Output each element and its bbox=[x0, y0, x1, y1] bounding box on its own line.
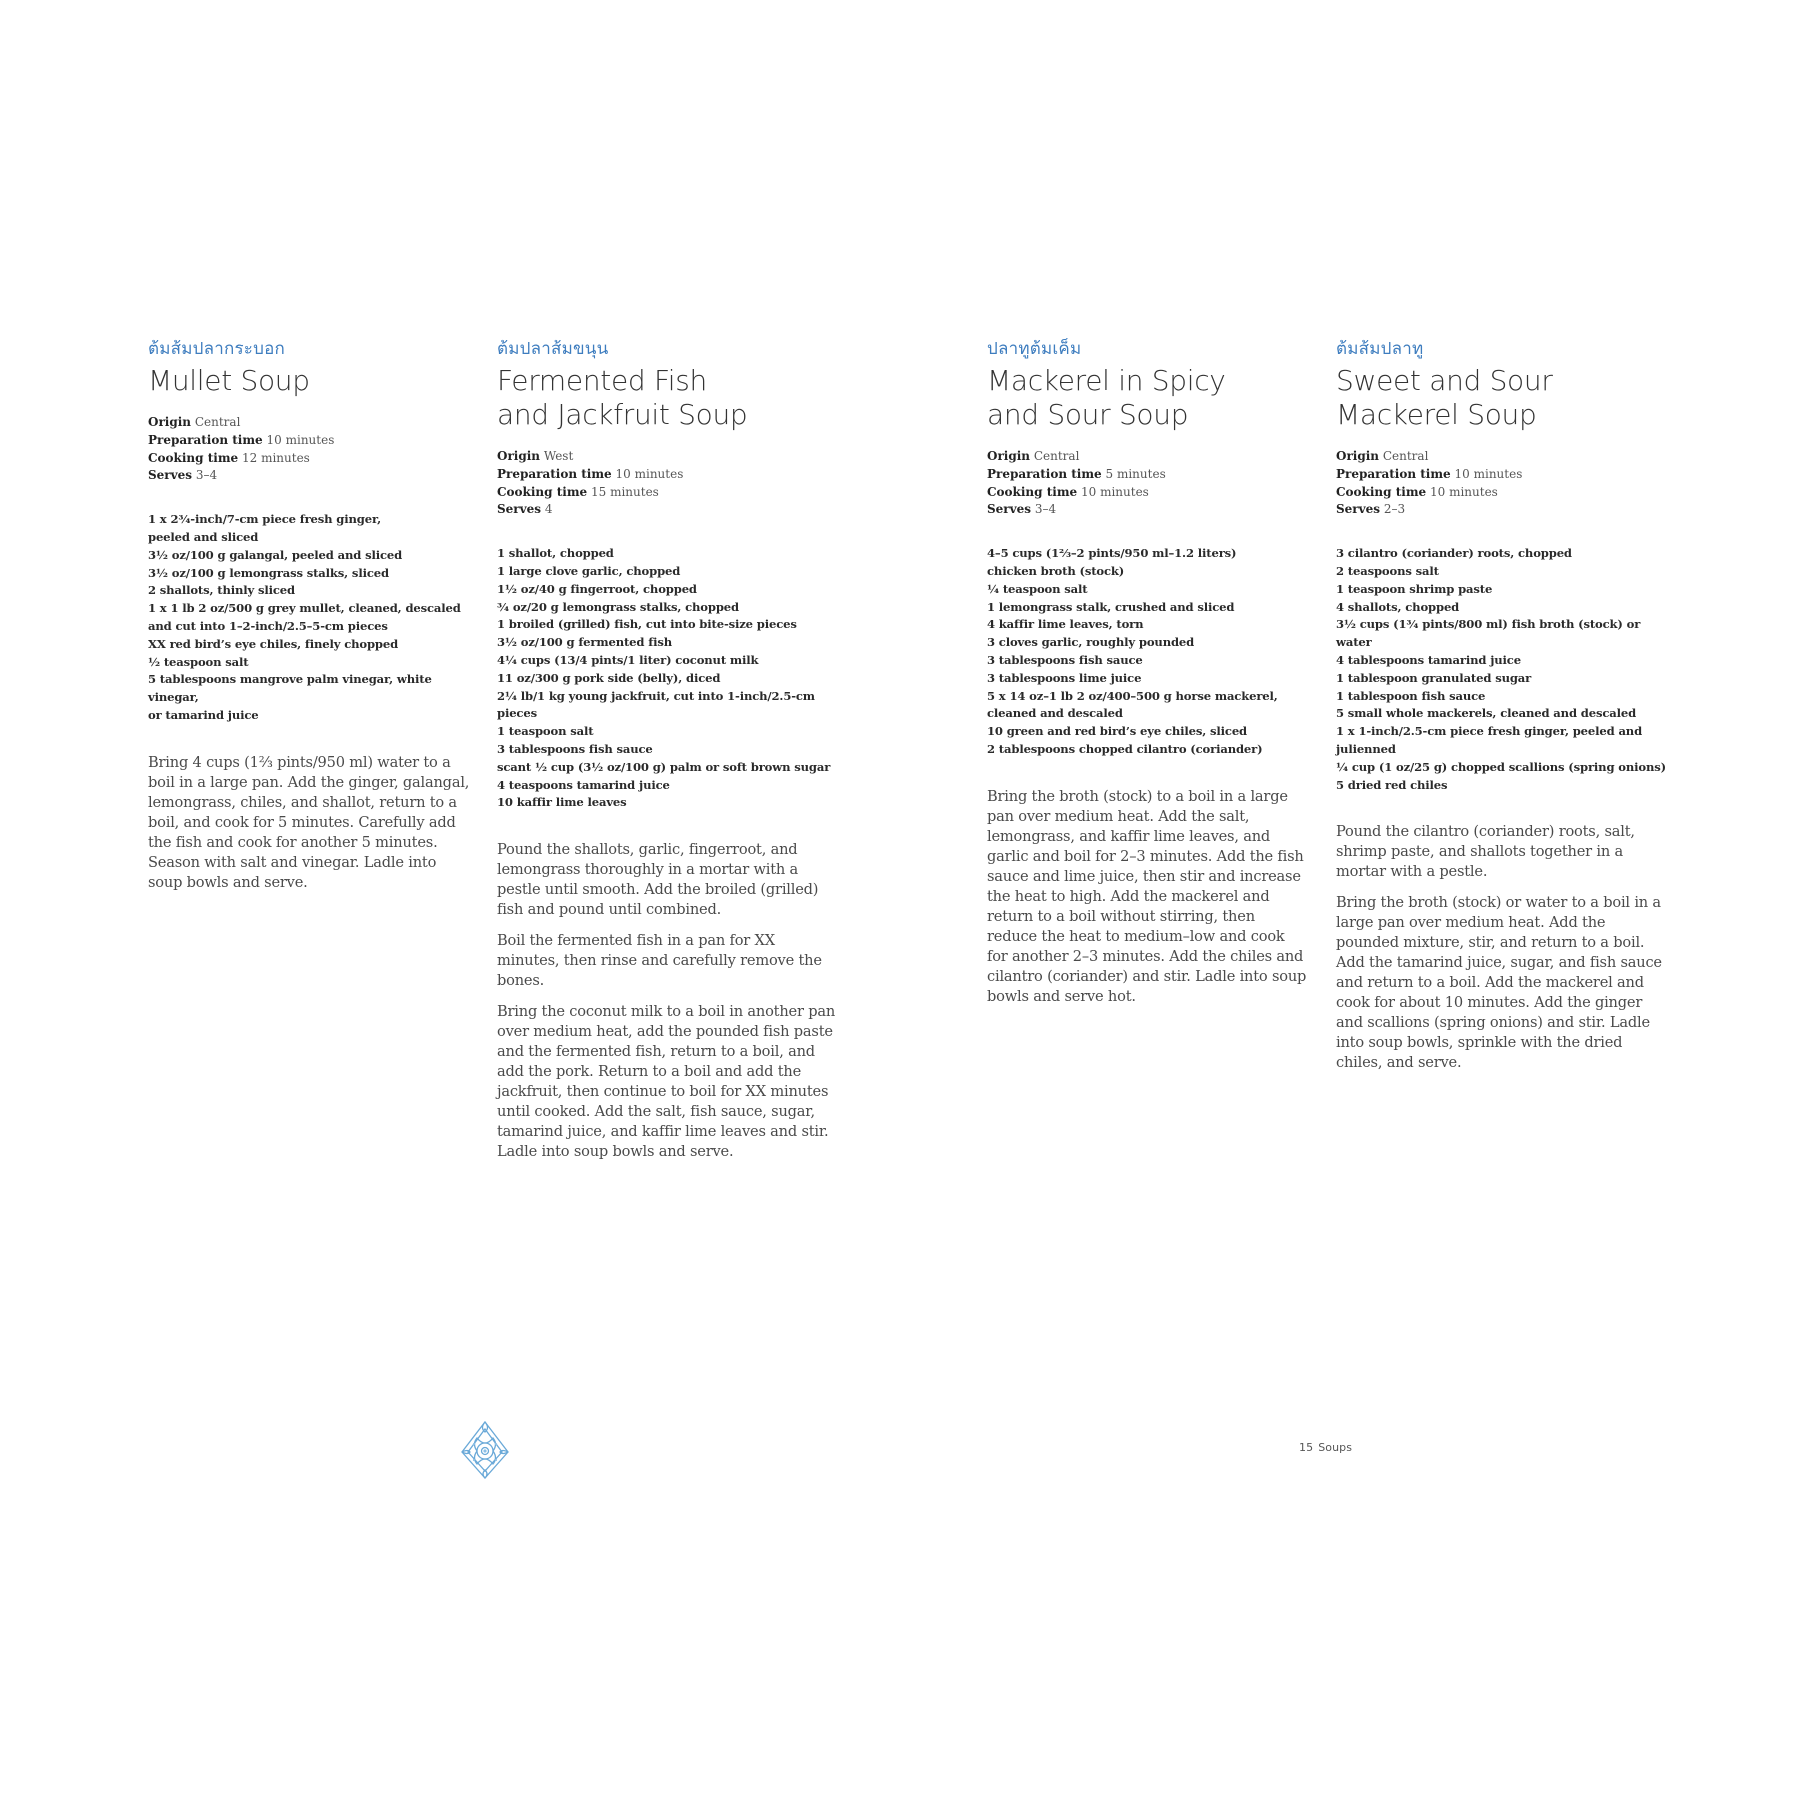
ingredient-line: peeled and sliced bbox=[148, 529, 259, 544]
origin-value: Central bbox=[194, 415, 241, 429]
serves-value: 3–4 bbox=[1034, 502, 1057, 517]
cook-value: 15 minutes bbox=[591, 484, 659, 499]
method-paragraph: Pound the shallots, garlic, fingerroot, and lemongrass thoroughly in a mortar with a pestle until smooth. Add the broiled (grilled) fish and pound until combined. bbox=[497, 841, 819, 919]
ingredient-list bbox=[987, 545, 1309, 759]
ingredient-line: 4¼ cups (13/4 pints/1 liter) coconut milk bbox=[497, 652, 759, 667]
recipe-title-line: and Jackfruit Soup bbox=[497, 398, 748, 431]
ingredient-line: 10 kaffir lime leaves bbox=[497, 795, 627, 810]
recipe-mackerel-spicy-sour-soup bbox=[987, 338, 1309, 1018]
ingredient-line: 1 x 1 lb 2 oz/500 g grey mullet, cleaned, descaled bbox=[148, 601, 461, 616]
ingredient-line: 2 tablespoons chopped cilantro (coriander) bbox=[987, 741, 1263, 756]
method bbox=[1336, 822, 1666, 1073]
ingredient-line: 11 oz/300 g pork side (belly), diced bbox=[497, 670, 721, 685]
origin-row bbox=[148, 414, 470, 432]
origin-row bbox=[987, 448, 1309, 466]
origin-label: Origin bbox=[148, 415, 192, 429]
prep-label: Preparation time bbox=[987, 466, 1102, 481]
method bbox=[987, 787, 1309, 1007]
cook-value: 10 minutes bbox=[1081, 484, 1149, 499]
serves-label: Serves bbox=[987, 502, 1031, 517]
prep-label: Preparation time bbox=[1336, 466, 1451, 481]
ingredient-line: 5 small whole mackerels, cleaned and descaled bbox=[1336, 706, 1637, 721]
ingredient-line: 3½ oz/100 g galangal, peeled and sliced bbox=[148, 547, 403, 562]
origin-value: Central bbox=[1382, 449, 1429, 463]
recipe-title-line: and Sour Soup bbox=[987, 398, 1189, 431]
ingredient-line: cleaned and descaled bbox=[987, 706, 1123, 721]
thai-title: ต้มส้มปลาทู bbox=[1336, 339, 1424, 359]
method-paragraph: Bring 4 cups (1⅔ pints/950 ml) water to a boil in a large pan. Add the ginger, galangal, lemongrass, chiles, and shallot, return to a boil, and cook for 5 minutes. Carefully add the fish and cook for another 5 minutes. Season with salt and vinegar. Ladle into soup bowls and serve. bbox=[148, 753, 470, 891]
prep-row bbox=[1336, 466, 1666, 484]
ingredient-line: 1 lemongrass stalk, crushed and sliced bbox=[987, 599, 1235, 614]
thai-floral-ornament-icon bbox=[458, 1420, 512, 1482]
cook-row bbox=[987, 484, 1309, 502]
cook-row bbox=[148, 450, 470, 468]
recipe-title bbox=[987, 364, 1309, 432]
thai-title: ต้มปลาส้มขนุน bbox=[497, 339, 609, 359]
ingredient-line: 3 tablespoons fish sauce bbox=[987, 652, 1143, 667]
recipe-title bbox=[497, 364, 837, 432]
page-folio bbox=[1299, 1441, 1352, 1454]
ingredient-line: 4 shallots, chopped bbox=[1336, 599, 1460, 614]
prep-label: Preparation time bbox=[148, 432, 263, 447]
ingredient-line: julienned bbox=[1336, 741, 1396, 756]
ingredient-line: or tamarind juice bbox=[148, 707, 259, 722]
serves-row bbox=[987, 501, 1309, 519]
ingredient-line: 2 shallots, thinly sliced bbox=[148, 583, 295, 598]
ingredient-line: 4 tablespoons tamarind juice bbox=[1336, 652, 1521, 667]
ingredient-line: 2¼ lb/1 kg young jackfruit, cut into 1-inch/2.5-cm bbox=[497, 688, 815, 703]
method-paragraph: Bring the coconut milk to a boil in another pan over medium heat, add the pounded fish paste and the fermented fish, return to a boil, and add the pork. Return to a boil and add the jackfruit, then continue to boil for XX minutes until cooked. Add the salt, fish sauce, sugar, tamarind juice, and kaffir lime leaves and stir. Ladle into soup bowls and serve. bbox=[497, 1003, 836, 1161]
prep-row bbox=[497, 466, 837, 484]
method-paragraph: Bring the broth (stock) to a boil in a large pan over medium heat. Add the salt, lemongrass, and kaffir lime leaves, and garlic and boil for 2–3 minutes. Add the fish sauce and lime juice, then stir and increase the heat to high. Add the mackerel and return to a boil without stirring, then reduce the heat to medium–low and cook for another 2–3 minutes. Add the chiles and cilantro (coriander) and stir. Ladle into soup bowls and serve hot. bbox=[987, 787, 1307, 1005]
ingredient-line: 1 shallot, chopped bbox=[497, 546, 614, 561]
thai-title: ปลาทูต้มเค็ม bbox=[987, 339, 1082, 359]
ingredient-line: and cut into 1–2-inch/2.5–5-cm pieces bbox=[148, 618, 388, 633]
ingredient-line: XX red bird’s eye chiles, finely chopped bbox=[148, 636, 399, 651]
ingredient-line: 5 dried red chiles bbox=[1336, 777, 1448, 792]
prep-value: 10 minutes bbox=[266, 432, 335, 447]
recipe-fermented-fish-jackfruit-soup bbox=[497, 338, 837, 1173]
cook-row bbox=[1336, 484, 1666, 502]
ingredient-line: 5 tablespoons mangrove palm vinegar, white vinegar, bbox=[148, 672, 432, 705]
origin-row bbox=[497, 448, 837, 466]
method-paragraph: Boil the fermented fish in a pan for XX minutes, then rinse and carefully remove the bones. bbox=[497, 932, 822, 990]
origin-row bbox=[1336, 448, 1666, 466]
recipe-title-line: Fermented Fish bbox=[497, 364, 707, 397]
ingredient-line: scant ½ cup (3½ oz/100 g) palm or soft brown sugar bbox=[497, 759, 831, 774]
recipe-meta bbox=[1336, 448, 1666, 519]
ingredient-list bbox=[497, 545, 837, 812]
ingredient-line: 3½ cups (1¾ pints/800 ml) fish broth (stock) or water bbox=[1336, 617, 1641, 650]
ingredient-line: chicken broth (stock) bbox=[987, 563, 1125, 578]
ingredient-line: pieces bbox=[497, 706, 537, 721]
ingredient-line: 2 teaspoons salt bbox=[1336, 563, 1439, 578]
ingredient-line: 3 tablespoons fish sauce bbox=[497, 741, 653, 756]
prep-value: 10 minutes bbox=[1454, 466, 1523, 481]
origin-label: Origin bbox=[1336, 449, 1380, 463]
serves-label: Serves bbox=[497, 502, 541, 517]
cook-label: Cooking time bbox=[987, 484, 1078, 499]
serves-value: 3–4 bbox=[195, 468, 218, 483]
origin-label: Origin bbox=[497, 449, 541, 463]
method-paragraph: Bring the broth (stock) or water to a boil in a large pan over medium heat. Add the pounded mixture, stir, and return to a boil. Add the tamarind juice, sugar, and fish sauce and return to a boil. Add the mackerel and cook for about 10 minutes. Add the ginger and scallions (spring onions) and stir. Ladle into soup bowls, sprinkle with the dried chiles, and serve. bbox=[1336, 894, 1662, 1072]
ingredient-line: 3 cilantro (coriander) roots, chopped bbox=[1336, 546, 1572, 561]
recipe-meta bbox=[148, 414, 470, 485]
ingredient-list bbox=[148, 511, 470, 725]
recipe-sweet-sour-mackerel-soup bbox=[1336, 338, 1666, 1084]
ingredient-list bbox=[1336, 545, 1666, 794]
prep-value: 10 minutes bbox=[615, 466, 684, 481]
ingredient-line: 3 cloves garlic, roughly pounded bbox=[987, 635, 1195, 650]
section-name: Soups bbox=[1318, 1441, 1353, 1454]
origin-value: Central bbox=[1033, 449, 1080, 463]
origin-label: Origin bbox=[987, 449, 1031, 463]
ingredient-line: 1 x 2¾-inch/7-cm piece fresh ginger, bbox=[148, 512, 381, 527]
method bbox=[148, 753, 470, 893]
ingredient-line: ¼ teaspoon salt bbox=[987, 581, 1088, 596]
origin-value: West bbox=[543, 449, 574, 463]
prep-row bbox=[148, 432, 470, 450]
prep-value: 5 minutes bbox=[1105, 466, 1166, 481]
thai-title: ต้มส้มปลากระบอก bbox=[148, 339, 286, 359]
ingredient-line: 1 large clove garlic, chopped bbox=[497, 563, 681, 578]
ingredient-line: 4 kaffir lime leaves, torn bbox=[987, 617, 1144, 632]
ingredient-line: ¼ cup (1 oz/25 g) chopped scallions (spring onions) bbox=[1336, 759, 1666, 774]
ingredient-line: 4–5 cups (1⅔–2 pints/950 ml–1.2 liters) bbox=[987, 546, 1237, 561]
recipe-title-line: Mackerel Soup bbox=[1336, 398, 1537, 431]
serves-value: 2–3 bbox=[1383, 502, 1406, 517]
recipe-meta bbox=[987, 448, 1309, 519]
cook-label: Cooking time bbox=[497, 484, 588, 499]
ingredient-line: 1 tablespoon granulated sugar bbox=[1336, 670, 1532, 685]
recipe-title-line: Sweet and Sour bbox=[1336, 364, 1553, 397]
recipe-title-line: Mackerel in Spicy bbox=[987, 364, 1226, 397]
cook-value: 10 minutes bbox=[1430, 484, 1498, 499]
method bbox=[497, 840, 837, 1162]
ingredient-line: 1 broiled (grilled) fish, cut into bite-size pieces bbox=[497, 617, 797, 632]
ingredient-line: 3 tablespoons lime juice bbox=[987, 670, 1142, 685]
serves-label: Serves bbox=[1336, 502, 1380, 517]
cook-row bbox=[497, 484, 837, 502]
recipe-title-line: Mullet Soup bbox=[148, 364, 310, 397]
cook-label: Cooking time bbox=[148, 450, 239, 465]
ingredient-line: ½ teaspoon salt bbox=[148, 654, 249, 669]
recipe-mullet-soup bbox=[148, 338, 470, 904]
prep-label: Preparation time bbox=[497, 466, 612, 481]
ingredient-line: 1 tablespoon fish sauce bbox=[1336, 688, 1486, 703]
recipe-title bbox=[148, 364, 470, 398]
serves-row bbox=[497, 501, 837, 519]
method-paragraph: Pound the cilantro (coriander) roots, salt, shrimp paste, and shallots together in a mortar with a pestle. bbox=[1336, 823, 1635, 881]
ingredient-line: 3½ oz/100 g fermented fish bbox=[497, 635, 672, 650]
cook-label: Cooking time bbox=[1336, 484, 1427, 499]
ingredient-line: 10 green and red bird’s eye chiles, sliced bbox=[987, 724, 1248, 739]
ingredient-line: 4 teaspoons tamarind juice bbox=[497, 777, 670, 792]
recipe-title bbox=[1336, 364, 1666, 432]
ingredient-line: 5 x 14 oz–1 lb 2 oz/400–500 g horse mackerel, bbox=[987, 688, 1278, 703]
cook-value: 12 minutes bbox=[242, 450, 310, 465]
prep-row bbox=[987, 466, 1309, 484]
serves-row bbox=[1336, 501, 1666, 519]
ingredient-line: 1 teaspoon salt bbox=[497, 724, 594, 739]
serves-value: 4 bbox=[544, 502, 553, 517]
serves-label: Serves bbox=[148, 468, 192, 483]
ingredient-line: ¾ oz/20 g lemongrass stalks, chopped bbox=[497, 599, 739, 614]
page-number: 15 bbox=[1299, 1441, 1314, 1454]
recipe-meta bbox=[497, 448, 837, 519]
serves-row bbox=[148, 467, 470, 485]
ingredient-line: 1 teaspoon shrimp paste bbox=[1336, 581, 1493, 596]
ingredient-line: 1½ oz/40 g fingerroot, chopped bbox=[497, 581, 697, 596]
ingredient-line: 3½ oz/100 g lemongrass stalks, sliced bbox=[148, 565, 389, 580]
ingredient-line: 1 x 1-inch/2.5-cm piece fresh ginger, peeled and bbox=[1336, 724, 1643, 739]
